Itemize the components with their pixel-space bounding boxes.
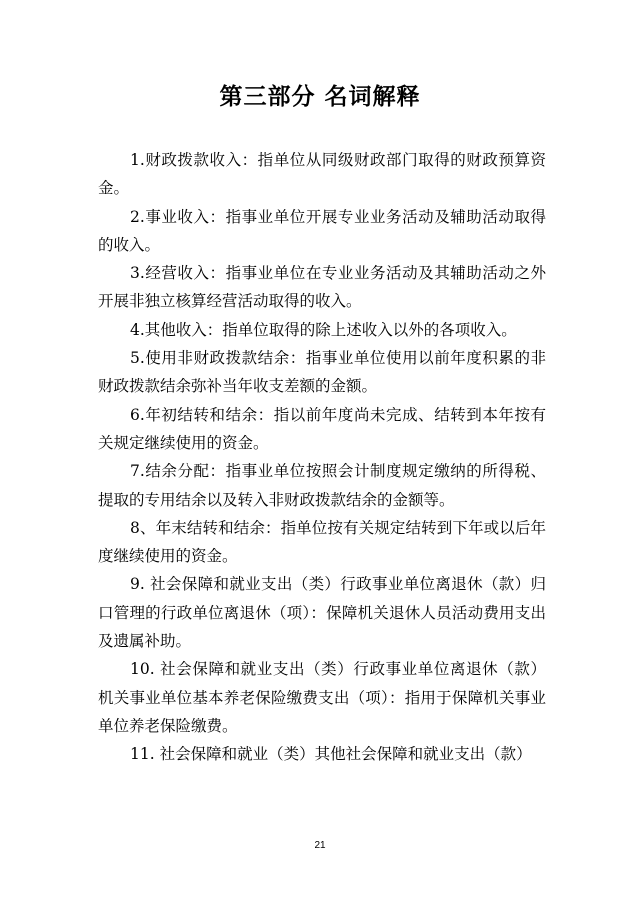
- definition-paragraph: 4.其他收入：指单位取得的除上述收入以外的各项收入。: [130, 320, 517, 339]
- definition-paragraph: 2.事业收入：指事业单位开展专业业务活动及辅助活动取得的收入。: [98, 207, 546, 254]
- definitions-list: [98, 146, 546, 769]
- definition-paragraph: 1.财政拨款收入：指单位从同级财政部门取得的财政预算资金。: [98, 151, 546, 198]
- definition-paragraph: 9. 社会保障和就业支出（类）行政事业单位离退休（款）归口管理的行政单位离退休（项）：保障机关退休人员活动费用支出及遗属补助。: [98, 575, 546, 651]
- definition-paragraph: 11. 社会保障和就业（类）其他社会保障和就业支出（款）: [130, 745, 532, 764]
- page-title: 第三部分 名词解释: [219, 84, 421, 110]
- definition-paragraph: 10. 社会保障和就业支出（类）行政事业单位离退休（款）机关事业单位基本养老保险缴费支出（项）：指用于保障机关事业单位养老保险缴费。: [98, 660, 546, 735]
- page-number: 21: [314, 840, 326, 851]
- definition-paragraph: 5.使用非财政拨款结余：指事业单位使用以前年度积累的非财政拨款结余弥补当年收支差额的金额。: [98, 349, 546, 396]
- definition-paragraph: 8、年末结转和结余：指单位按有关规定结转到下年或以后年度继续使用的资金。: [98, 518, 546, 566]
- definition-paragraph: 7.结余分配：指事业单位按照会计制度规定缴纳的所得税、提取的专用结余以及转入非财政拨款结余的金额等。: [98, 462, 546, 509]
- definition-paragraph: 6.年初结转和结余：指以前年度尚未完成、结转到本年按有关规定继续使用的资金。: [98, 405, 546, 452]
- definition-paragraph: 3.经营收入：指事业单位在专业业务活动及其辅助活动之外开展非独立核算经营活动取得的收入。: [98, 264, 546, 311]
